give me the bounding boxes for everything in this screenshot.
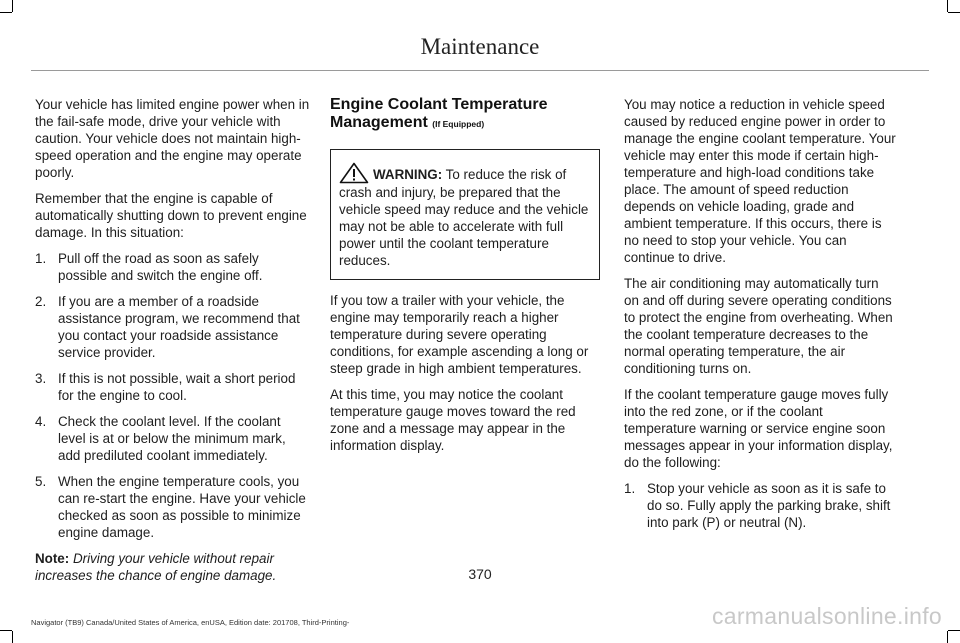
list-number: 3. — [35, 371, 47, 386]
list-number: 1. — [35, 251, 47, 266]
list-number: 5. — [35, 474, 47, 489]
list-item — [624, 480, 896, 531]
list-item — [35, 473, 310, 541]
list-number: 2. — [35, 294, 47, 309]
paragraph: Remember that the engine is capable of automatically shutting down to prevent engine damage. In this situation: — [35, 191, 307, 240]
section-heading-suffix: (If Equipped) — [432, 119, 485, 129]
list-item — [35, 413, 310, 464]
crop-mark — [947, 631, 948, 643]
paragraph: If the coolant temperature gauge moves fully into the red zone, or if the coolant temperature warning or service engine soon messages appear in your information display, do the following: — [624, 387, 893, 470]
list-text: Stop your vehicle as soon as it is safe to do so. Fully apply the parking brake, shift into park (P) or neutral (N). — [647, 481, 891, 530]
list-number: 4. — [35, 414, 47, 429]
crop-mark — [12, 631, 13, 643]
list-item — [35, 370, 310, 404]
crop-mark — [948, 12, 960, 13]
column-right — [624, 96, 896, 540]
warning-triangle-icon — [339, 162, 369, 184]
numbered-list — [35, 250, 310, 541]
paragraph: Your vehicle has limited engine power when in the fail-safe mode, drive your vehicle with caution. Your vehicle does not maintain high-speed operation and the engine may operate poorly. — [35, 97, 310, 180]
list-text: If this is not possible, wait a short period for the engine to cool. — [58, 371, 296, 403]
list-item — [35, 250, 310, 284]
list-item — [35, 293, 310, 361]
warning-box — [330, 149, 600, 280]
section-heading — [330, 96, 600, 133]
note-label: Note: — [35, 551, 70, 566]
crop-mark — [948, 630, 960, 631]
paragraph: The air conditioning may automatically turn on and off during severe operating conditions to protect the engine from overheating. When the coolant temperature decreases to the normal operating temperature, the air conditioning turns on. — [624, 276, 893, 376]
crop-mark — [0, 12, 12, 13]
paragraph: You may notice a reduction in vehicle speed caused by reduced engine power in order to manage the engine coolant temperature. Your vehicle may enter this mode if certain high-temperature and high-load conditions take place. The amount of speed reduction depends on vehicle loading, grade and ambient temperature. If this occurs, there is no need to stop your vehicle. You can continue to drive. — [624, 97, 896, 265]
section-heading-text: Engine Coolant Temperature Management — [330, 96, 548, 131]
warning-label: WARNING: — [373, 167, 443, 182]
list-text: If you are a member of a roadside assistance program, we recommend that you contact your roadside assistance service provider. — [58, 294, 300, 360]
list-text: Pull off the road as soon as safely possible and switch the engine off. — [58, 251, 263, 283]
watermark: carmanualsonline.info — [711, 603, 942, 629]
column-middle — [330, 96, 600, 463]
paragraph: At this time, you may notice the coolant temperature gauge moves toward the red zone and a message may appear in the information display. — [330, 387, 576, 453]
note-text: Driving your vehicle without repair increases the chance of engine damage. — [35, 551, 277, 583]
page-title: Maintenance — [420, 34, 540, 59]
numbered-list — [624, 480, 896, 531]
publication-info: Navigator (TB9) Canada/United States of America, enUSA, Edition date: 201708, Third-Printing- — [31, 618, 350, 627]
list-text: Check the coolant level. If the coolant level is at or below the minimum mark, add prediluted coolant immediately. — [58, 414, 286, 463]
list-number: 1. — [624, 481, 636, 496]
column-left — [35, 96, 310, 593]
list-text: When the engine temperature cools, you can re-start the engine. Have your vehicle checked as soon as possible to minimize engine damage. — [58, 474, 306, 540]
header-divider — [31, 70, 929, 71]
warning-text: To reduce the risk of crash and injury, be prepared that the vehicle speed may reduce and the vehicle may not be able to accelerate with full power until the coolant temperature reduces. — [339, 167, 589, 268]
crop-mark — [12, 0, 13, 12]
paragraph: If you tow a trailer with your vehicle, the engine may temporarily reach a higher temperature during severe operating conditions, for example ascending a long or steep grade in high ambient temperatures. — [330, 293, 589, 376]
crop-mark — [0, 630, 12, 631]
page-number: 370 — [468, 566, 492, 582]
crop-mark — [947, 0, 948, 12]
